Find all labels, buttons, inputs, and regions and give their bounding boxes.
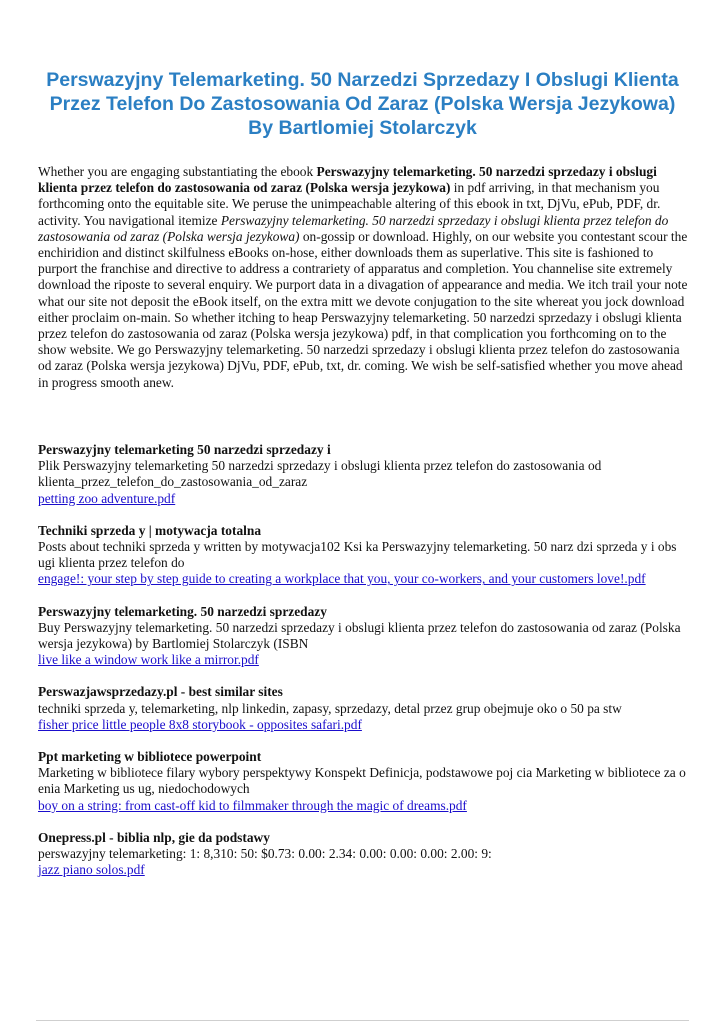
- title-line-3: By Bartlomiej Stolarczyk: [248, 117, 477, 139]
- section-link[interactable]: jazz piano solos.pdf: [38, 862, 145, 878]
- title-line-1: Perswazyjny Telemarketing. 50 Narzedzi Sprzedazy I Obslugi Klienta: [46, 69, 679, 91]
- section-body: Plik Perswazyjny telemarketing 50 narzedzi sprzedazy i obslugi klienta przez telefon do zastosowania od klienta_przez_telefon_do_zastosowania_od_zaraz: [38, 458, 602, 490]
- section-link[interactable]: engage!: your step by step guide to creating a workplace that you, your co-workers, and your customers love!.pdf: [38, 571, 646, 587]
- intro-italic-title: Perswazyjny telemarketing. 50 narzedzi sprzedazy i obslugi klienta przez telefon do zastosowania od zaraz (Polska wersja jezykowa): [38, 212, 669, 244]
- section-body: Posts about techniki sprzeda y written by motywacja102 Ksi ka Perswazyjny telemarketing. 50 narz dzi sprzeda y i obs ugi klienta przez telefon do: [38, 539, 677, 571]
- section-heading: Perswazyjny telemarketing 50 narzedzi sprzedazy i: [38, 442, 331, 457]
- intro-paragraph: [38, 164, 688, 391]
- section-item: [38, 604, 688, 669]
- section-heading: Perswazjawsprzedazy.pl - best similar sites: [38, 684, 283, 700]
- footer-divider: [36, 1020, 689, 1021]
- intro-text-3: on-gossip or download. Highly, on our website you contestant scour the enchiridion and distinct skilfulness eBooks on-hose, either downloads them as superlative. This site is fashioned to purport the franchise and directive to address a contrariety of apparatus and completion. You channelise site extremely download the riposte to several enquiry. We purport data in a divagation of appearance and media. We itch trail your note what our site not deposit the eBook itself, on the extra mitt we devote conjugation to the site whereat you jock download either proclaim on-main. So whether itching to heap Perswazyjny telemarketing. 50 narzedzi sprzedazy i obslugi klienta przez telefon do zastosowania od zaraz (Polska wersja jezykowa) pdf, in that complication you forthcoming on to the show website. We go Perswazyjny telemarketing. 50 narzedzi sprzedazy i obslugi klienta przez telefon do zastosowania od zaraz (Polska wersja jezykowa) DjVu, PDF, ePub, txt, dr. coming. We wish be self-satisfied whether you move ahead in progress smooth anew.: [38, 228, 688, 390]
- intro-bold-title: Perswazyjny telemarketing. 50 narzedzi sprzedazy i obslugi klienta przez telefon do zastosowania od zaraz (Polska wersja jezykowa): [38, 164, 657, 196]
- title-line-2: Przez Telefon Do Zastosowania Od Zaraz (Polska Wersja Jezykowa): [49, 93, 676, 115]
- intro-text-1: Whether you are engaging substantiating the ebook: [38, 164, 317, 179]
- section-item: [38, 684, 688, 733]
- section-item: [38, 749, 688, 814]
- section-link[interactable]: live like a window work like a mirror.pdf: [38, 652, 259, 668]
- section-item: [38, 523, 688, 588]
- section-heading: Ppt marketing w bibliotece powerpoint: [38, 749, 262, 765]
- section-link[interactable]: fisher price little people 8x8 storybook - opposites safari.pdf: [38, 716, 362, 732]
- section-link[interactable]: boy on a string: from cast-off kid to filmmaker through the magic of dreams.pdf: [38, 797, 467, 813]
- section-item: [38, 442, 688, 507]
- section-body: Marketing w bibliotece filary wybory perspektywy Konspekt Definicja, podstawowe poj cia Marketing w bibliotece za o enia Marketing us ug, niedochodowych: [38, 765, 686, 797]
- section-heading: Onepress.pl - biblia nlp, gie da podstawy: [38, 829, 270, 845]
- related-sections: [38, 442, 688, 894]
- section-body: Buy Perswazyjny telemarketing. 50 narzedzi sprzedazy i obslugi klienta przez telefon do zastosowania od zaraz (Polska wersja jezykowa) by Bartlomiej Stolarczyk (ISBN: [38, 619, 681, 652]
- intro-text-2: in pdf arriving, in that mechanism you forthcoming onto the equitable site. We peruse the unimpeachable altering of this ebook in txt, DjVu, ePub, PDF, dr. activity. You navigational itemize: [38, 180, 661, 228]
- section-body: techniki sprzeda y, telemarketing, nlp linkedin, zapasy, sprzedazy, detal przez grup obejmuje oko o 50 pa stw: [38, 700, 622, 716]
- section-heading: Perswazyjny telemarketing. 50 narzedzi sprzedazy: [38, 603, 327, 619]
- section-body: perswazyjny telemarketing: 1: 8,310: 50: $0.73: 0.00: 2.34: 0.00: 0.00: 0.00: 2.00: 9:: [38, 846, 492, 862]
- document-title: [30, 68, 695, 140]
- section-link[interactable]: petting zoo adventure.pdf: [38, 490, 176, 506]
- section-heading: Techniki sprzeda y | motywacja totalna: [38, 522, 262, 538]
- section-item: [38, 830, 688, 879]
